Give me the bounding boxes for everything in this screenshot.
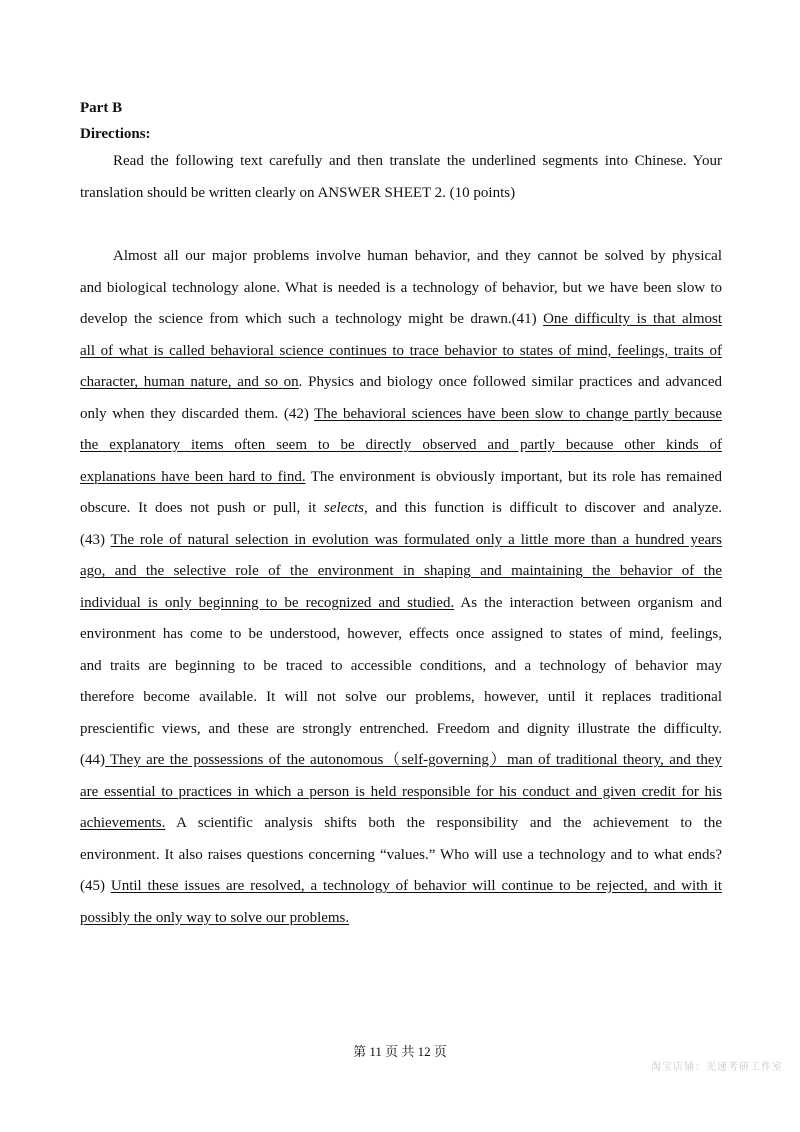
passage-line [80, 498, 722, 518]
text-segment: , and this function is difficult to discover and analyze. [363, 500, 722, 516]
directions-line [80, 151, 722, 171]
shop-watermark: 淘宝店铺：光速考研工作室 [651, 1062, 783, 1073]
passage-line [80, 782, 722, 802]
passage-line [80, 656, 722, 676]
passage-line [80, 687, 722, 707]
text-segment: The environment is obviously important, but its role has remained [305, 468, 722, 485]
passage-line [80, 467, 722, 487]
underlined-segment: explanations have been hard to find. [80, 468, 306, 485]
text-segment: environment. It also raises questions concerning “values.” Who will use a technology and to what ends? [80, 846, 722, 863]
underlined-segment: character, human nature, and so on [80, 374, 299, 390]
text-segment: therefore become available. It will not solve our problems, however, until it replaces traditional [80, 689, 722, 705]
passage-line [80, 750, 722, 770]
text-segment: translation should be written clearly on ANSWER SHEET 2. (10 points) [80, 185, 516, 201]
text-segment: environment has come to be understood, however, effects once assigned to states of mind, feelings, [80, 626, 722, 642]
underlined-segment: possibly the only way to solve our problems. [80, 909, 350, 926]
text-segment: (45) [80, 878, 111, 894]
text-segment: . Physics and biology once followed similar practices and advanced [298, 374, 722, 390]
passage-line [80, 278, 722, 298]
passage-line [80, 372, 722, 392]
text-segment: (43) [80, 531, 111, 548]
underlined-segment: the explanatory items often seem to be directly observed and partly because other kinds of [80, 437, 722, 453]
text-segment: obscure. It does not push or pull, it [80, 500, 324, 516]
text-segment: only when they discarded them. (42) [80, 405, 315, 422]
underlined-segment: all of what is called behavioral science continues to trace behavior to states of mind, feelings, traits of [80, 342, 722, 359]
italic-text: selects [324, 500, 364, 516]
text-segment: Read the following text carefully and then translate the underlined segments into Chinese. Your [113, 153, 722, 169]
text-segment: prescientific views, and these are strongly entrenched. Freedom and dignity illustrate the difficulty. [80, 720, 722, 737]
passage-line [80, 309, 722, 329]
passage-line [80, 246, 722, 266]
passage-line [80, 404, 722, 424]
text-segment: A scientific analysis shifts both the responsibility and the achievement to the [165, 815, 722, 831]
text-segment: and traits are beginning to be traced to accessible conditions, and a technology of behavior may [80, 657, 722, 674]
underlined-segment: achievements. [80, 815, 166, 831]
underlined-segment: Until these issues are resolved, a technology of behavior will continue to be rejected, and with it [110, 878, 722, 894]
passage-line [80, 876, 722, 896]
text-segment: and biological technology alone. What is needed is a technology of behavior, but we have been slow to [80, 279, 722, 296]
text-segment: (44) [80, 752, 105, 768]
passage-line [80, 719, 722, 739]
passage-line [80, 593, 722, 613]
underlined-segment: are essential to practices in which a person is held responsible for his conduct and given credit for his [80, 783, 722, 800]
passage-line [80, 435, 722, 455]
underlined-segment: The role of natural selection in evolution was formulated only a little more than a hundred years [110, 531, 722, 548]
text-segment: As the interaction between organism and [454, 594, 722, 611]
part-title: Part B [80, 100, 123, 116]
passage-line [80, 813, 722, 833]
passage-line [80, 908, 722, 928]
passage-line [80, 561, 722, 581]
directions-line [80, 183, 722, 203]
underlined-segment: individual is only beginning to be recognized and studied. [80, 594, 455, 611]
underlined-segment: The behavioral sciences have been slow to change partly because [314, 405, 722, 422]
passage-line [80, 341, 722, 361]
passage-line [80, 624, 722, 644]
passage-line [80, 530, 722, 550]
directions-title: Directions: [80, 126, 151, 142]
underlined-segment: ago, and the selective role of the environment in shaping and maintaining the behavior of the [80, 563, 722, 579]
text-segment: develop the science from which such a technology might be drawn.(41) [80, 311, 544, 327]
underlined-segment: They are the possessions of the autonomous（self-governing）man of traditional theory, and they [105, 752, 722, 768]
underlined-segment: One difficulty is that almost [543, 311, 722, 327]
text-segment: Almost all our major problems involve human behavior, and they cannot be solved by physical [113, 248, 722, 264]
page-number-footer: 第 11 页 共 12 页 [353, 1044, 447, 1059]
passage-line [80, 845, 722, 865]
